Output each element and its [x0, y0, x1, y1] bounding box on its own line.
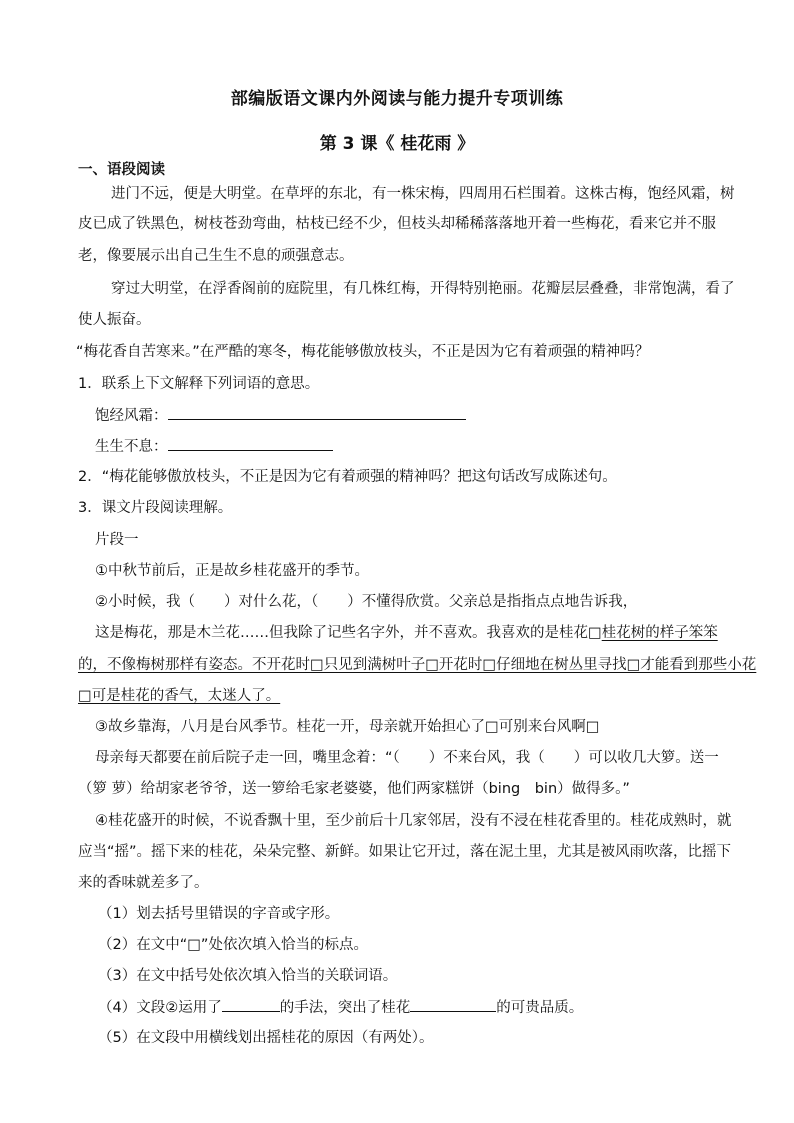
answer-blank[interactable]	[168, 405, 466, 420]
fragment-sentence	[78, 686, 280, 706]
passage-line: 老，像要展示出自己生生不息的顽强意志。	[78, 248, 354, 264]
fragment-sentence: 母亲每天都要在前后院子走一回，嘴里念着：“（ ）不来台风，我（ ）可以收几大箩。送一	[95, 750, 719, 766]
document-title: 部编版语文课内外阅读与能力提升专项训练	[230, 89, 564, 109]
underlined-text: 的，不像梅树那样有姿态。	[78, 657, 252, 673]
plain-text: 这是梅花，那是木兰花……但我除了记些名字外，并不喜欢。我喜欢的是桂花□	[95, 625, 602, 641]
fragment-sentence: ②小时候，我（ ）对什么花，（ ）不懂得欣赏。父亲总是指指点点地告诉我，	[95, 594, 638, 610]
fragment-sentence: 应当“摇”。摇下来的桂花，朵朵完整、新鲜。如果让它开过，落在泥土里，尤其是被风雨吹落，比摇下	[78, 844, 732, 860]
question-1b-label: 生生不息：	[95, 439, 168, 455]
fragment-sentence: 来的香味就差多了。	[78, 875, 209, 891]
question-1a	[95, 405, 466, 426]
underlined-text: 不开花时□只见到满树叶子□开花时□仔细地在树丛里寻找□才能看到那些小花	[252, 657, 757, 673]
answer-blank[interactable]	[222, 997, 280, 1012]
fragment-sentence: （箩 萝）给胡家老爷爷，送一箩给毛家老婆婆，他们两家糕饼（bing bin）做得多。”	[78, 781, 630, 797]
sub-question-5: （5）在文段中用横线划出摇桂花的原因（有两处）。	[98, 1030, 434, 1046]
question-1b	[95, 436, 333, 457]
fragment-sentence: ③故乡靠海，八月是台风季节。桂花一开，母亲就开始担心了□可别来台风啊□	[95, 719, 600, 735]
question-1: 1．联系上下文解释下列词语的意思。	[78, 376, 320, 392]
fragment-sentence: ④桂花盛开的时候，不说香飘十里，至少前后十几家邻居，没有不浸在桂花香里的。桂花成熟时，就	[95, 813, 732, 829]
fragment-sentence	[95, 623, 718, 643]
sub-question-4	[98, 997, 583, 1018]
sub-question-4-part: 的手法，突出了桂花	[279, 1000, 411, 1016]
sub-question-2: （2）在文中“□”处依次填入恰当的标点。	[98, 937, 368, 953]
underlined-text: 桂花树的样子笨笨	[601, 625, 718, 641]
answer-blank[interactable]	[410, 997, 496, 1012]
passage-line: 使人振奋。	[78, 312, 151, 328]
fragment-sentence	[78, 655, 756, 675]
sub-question-4-part: 的可贵品质。	[496, 1000, 584, 1016]
fragment-label: 片段一	[95, 532, 139, 548]
question-1a-label: 饱经风霜：	[95, 408, 168, 424]
underlined-text: □可是桂花的香气，太迷人了。	[78, 688, 281, 704]
sub-question-4-part: （4）文段②运用了	[98, 1000, 222, 1016]
sub-question-3: （3）在文中括号处依次填入恰当的关联词语。	[98, 968, 398, 984]
fragment-sentence: ①中秋节前后，正是故乡桂花盛开的季节。	[95, 563, 369, 579]
passage-line: 进门不远，便是大明堂。在草坪的东北，有一株宋梅，四周用石栏围着。这株古梅，饱经风霜，树	[111, 186, 735, 202]
section-heading: 一、语段阅读	[78, 162, 165, 178]
passage-line: 穿过大明堂，在浮香阁前的庭院里，有几株红梅，开得特别艳丽。花瓣层层叠叠，非常饱满，看了	[111, 281, 735, 297]
lesson-title: 第 3 课《 桂花雨 》	[319, 134, 475, 154]
question-3: 3．课文片段阅读理解。	[78, 500, 233, 516]
question-2: 2．“梅花能够傲放枝头，不正是因为它有着顽强的精神吗？把这句话改写成陈述句。	[78, 469, 617, 485]
passage-line: “梅花香自苦寒来。”在严酷的寒冬，梅花能够傲放枝头，不正是因为它有着顽强的精神吗？	[76, 344, 650, 360]
sub-question-1: （1）划去括号里错误的字音或字形。	[98, 906, 340, 922]
passage-line: 皮已成了铁黑色，树枝苍劲弯曲，枯枝已经不少，但枝头却稀稀落落地开着一些梅花，看来它并不服	[78, 216, 716, 232]
answer-blank[interactable]	[168, 436, 333, 451]
